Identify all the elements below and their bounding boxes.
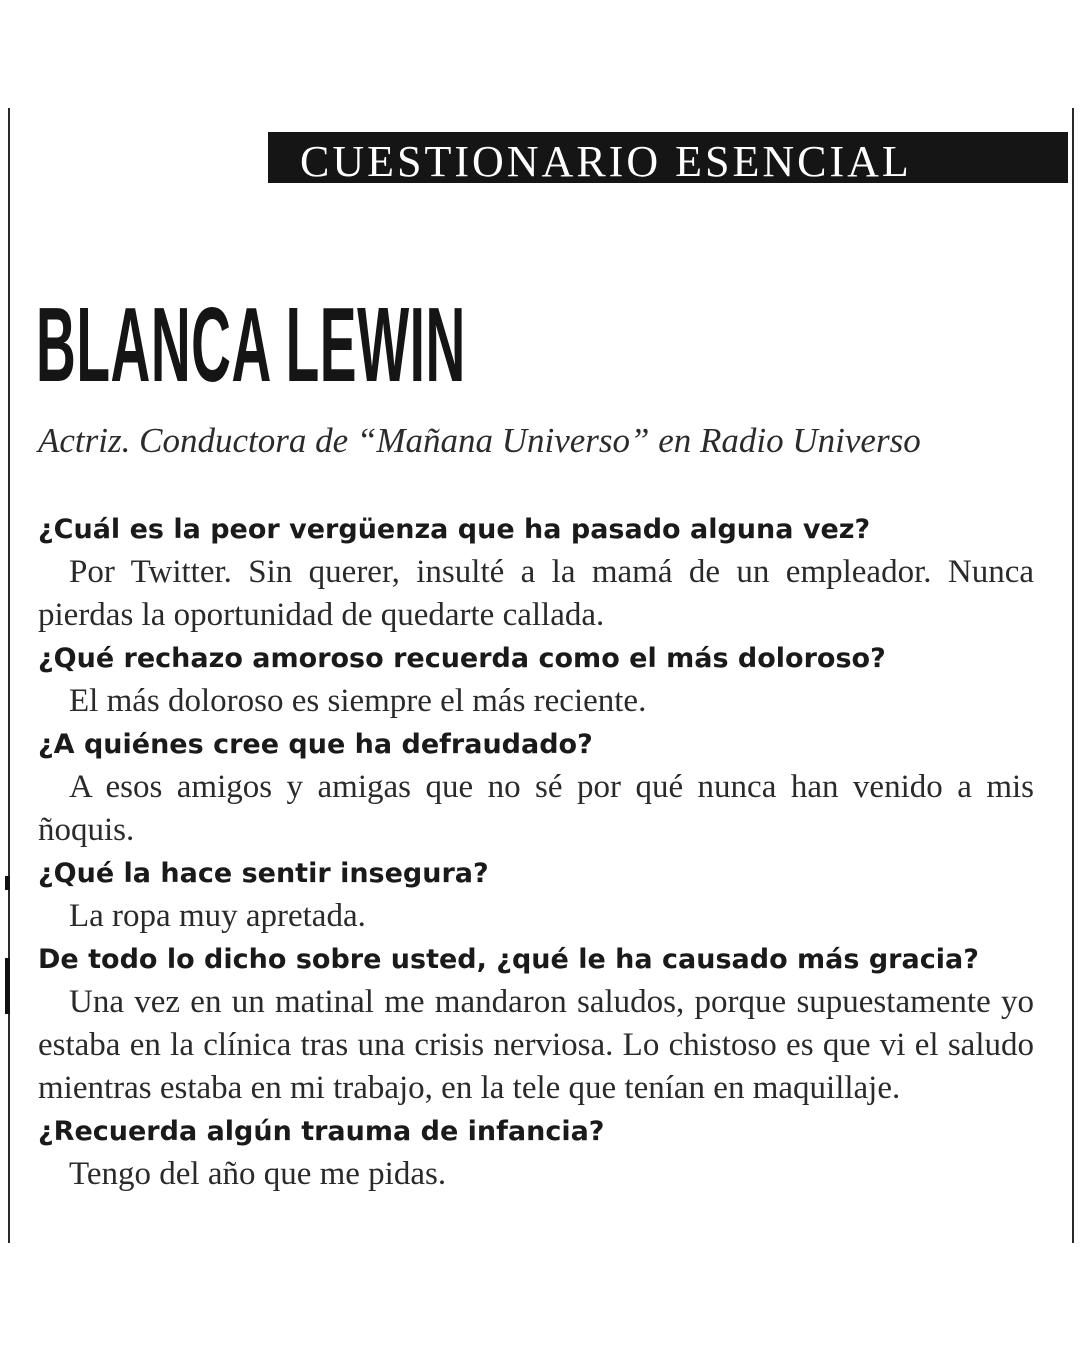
section-title: CUESTIONARIO ESENCIAL [300, 136, 912, 186]
answer: Tengo del año que me pidas. [69, 1156, 447, 1192]
left-rule-mark [5, 876, 10, 890]
interviewee-description: Actriz. Conductora de “Mañana Universo” en Radio Universo [38, 421, 921, 460]
section-header-bar [268, 132, 1068, 186]
left-rule-mark [5, 958, 10, 1014]
question: ¿Cuál es la peor vergüenza que ha pasado alguna vez? [38, 514, 871, 545]
interviewee-name: BLANCA LEWIN [36, 286, 466, 404]
questionnaire [38, 508, 1034, 1196]
question: ¿Qué la hace sentir insegura? [38, 858, 489, 889]
answer: Una vez en un matinal me mandaron saludos, porque supuestamente yo estaba en la clínica tras una crisis nerviosa. Lo chistoso es que vi el saludo mientras estaba en mi trabajo, en la tele que tenían en maquillaje. [38, 984, 1034, 1106]
answer: La ropa muy apretada. [69, 898, 366, 934]
left-column-rule [8, 108, 10, 1243]
question: ¿Recuerda algún trauma de infancia? [38, 1116, 605, 1147]
answer: El más doloroso es siempre el más reciente. [69, 683, 647, 719]
question: ¿Qué rechazo amoroso recuerda como el más doloroso? [38, 643, 886, 674]
right-column-rule [1072, 108, 1074, 1243]
answer: A esos amigos y amigas que no sé por qué nunca han venido a mis ñoquis. [38, 769, 1034, 848]
question: ¿A quiénes cree que ha defraudado? [38, 729, 593, 760]
question: De todo lo dicho sobre usted, ¿qué le ha causado más gracia? [38, 944, 979, 975]
answer: Por Twitter. Sin querer, insulté a la mamá de un empleador. Nunca pierdas la oportunidad de quedarte callada. [38, 554, 1034, 633]
